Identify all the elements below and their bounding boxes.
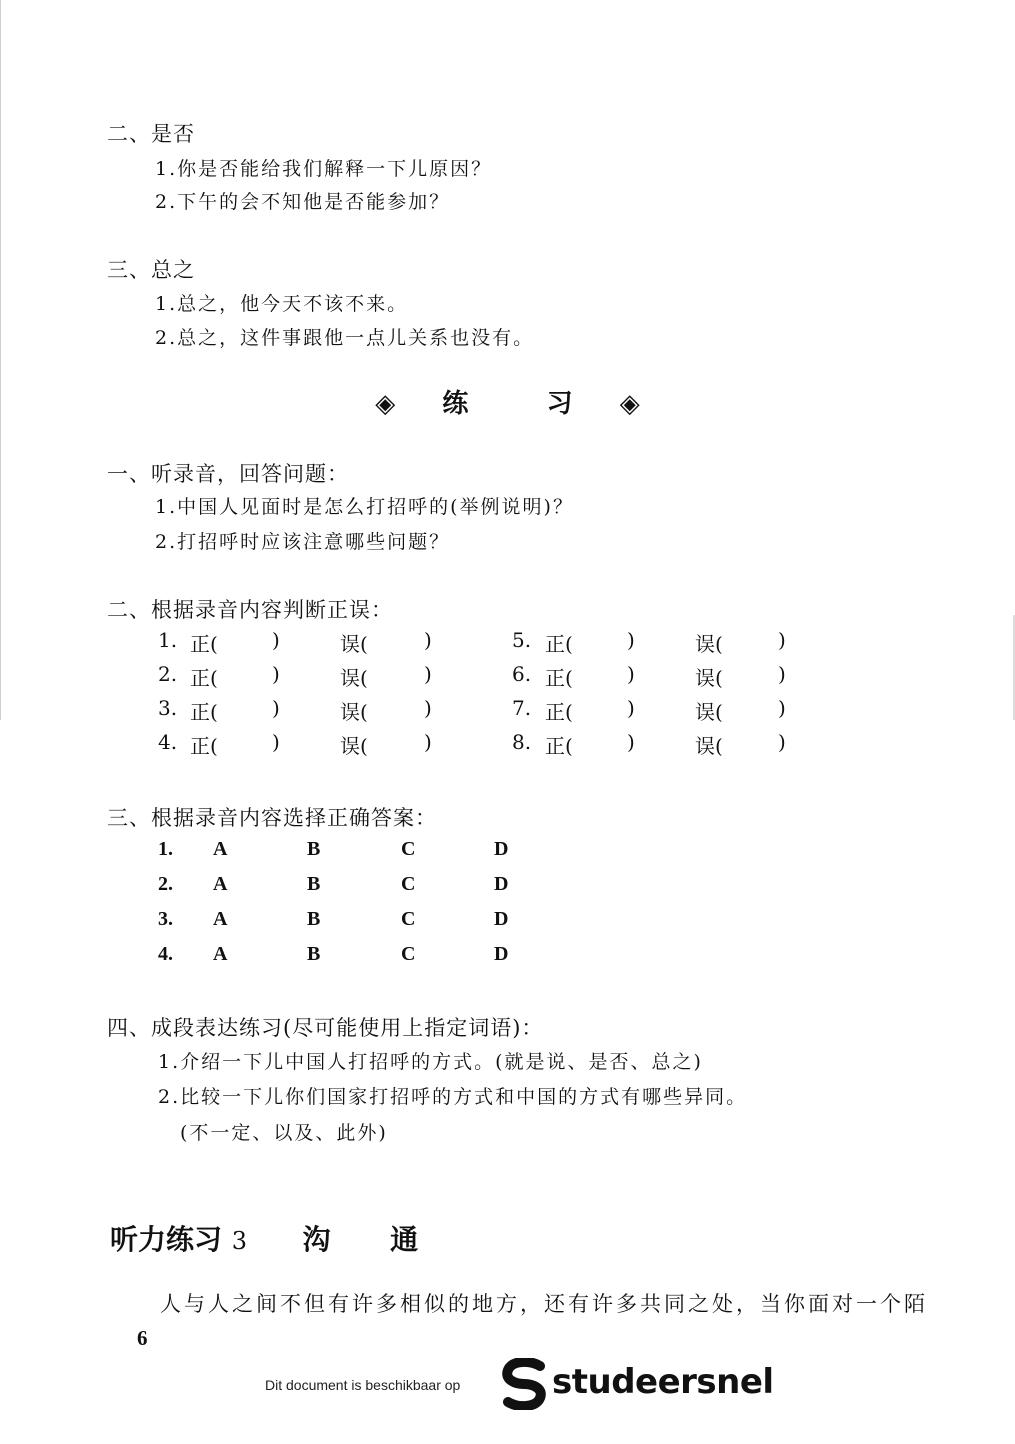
mc-option: B bbox=[307, 838, 321, 860]
mc-option: D bbox=[494, 943, 509, 965]
mc-number: 2. bbox=[158, 873, 173, 895]
tf-number: 4. bbox=[158, 730, 178, 754]
mc-number: 1. bbox=[158, 838, 173, 860]
tf-true-label: 正( bbox=[190, 700, 218, 724]
studeersnel-logo-icon[interactable] bbox=[500, 1358, 548, 1410]
q4-item-1: 1.介绍一下儿中国人打招呼的方式。(就是说、是否、总之) bbox=[158, 1051, 703, 1073]
page-number: 6 bbox=[137, 1326, 148, 1350]
tf-close: ) bbox=[424, 696, 432, 720]
tf-close: ) bbox=[778, 696, 786, 720]
tf-number: 2. bbox=[158, 662, 178, 686]
grammar-3-item-1: 1.总之，他今天不该不来。 bbox=[155, 293, 409, 315]
practice-title-char-1: 练 bbox=[442, 389, 469, 419]
tf-number: 6. bbox=[512, 662, 532, 686]
tf-true-label: 正( bbox=[190, 666, 218, 690]
tf-number: 1. bbox=[158, 628, 178, 652]
mc-option: A bbox=[213, 908, 228, 930]
mc-option: B bbox=[307, 873, 321, 895]
q3-heading: 三、根据录音内容选择正确答案： bbox=[107, 806, 437, 830]
mc-number: 4. bbox=[158, 943, 173, 965]
tf-number: 5. bbox=[512, 628, 532, 652]
body-paragraph: 人与人之间不但有许多相似的地方，还有许多共同之处，当你面对一个陌 bbox=[160, 1292, 928, 1316]
tf-close: ) bbox=[627, 696, 635, 720]
tf-close: ) bbox=[272, 730, 280, 754]
tf-true-label: 正( bbox=[545, 632, 573, 656]
tf-close: ) bbox=[272, 628, 280, 652]
diamond-right-icon: ◈ bbox=[619, 389, 640, 419]
grammar-2-item-2: 2.下午的会不知他是否能参加？ bbox=[155, 191, 451, 213]
q1-item-2: 2.打招呼时应该注意哪些问题？ bbox=[155, 531, 451, 553]
tf-number: 3. bbox=[158, 696, 178, 720]
diamond-left-icon: ◈ bbox=[375, 389, 396, 419]
mc-option: D bbox=[494, 908, 509, 930]
section-title bbox=[110, 1218, 418, 1258]
section-title-char-2: 通 bbox=[390, 1223, 419, 1256]
tf-false-label: 误( bbox=[340, 700, 368, 724]
q2-heading: 二、根据录音内容判断正误： bbox=[107, 598, 393, 622]
tf-number: 7. bbox=[512, 696, 532, 720]
tf-true-label: 正( bbox=[545, 734, 573, 758]
tf-close: ) bbox=[627, 662, 635, 686]
mc-option: B bbox=[307, 908, 321, 930]
tf-close: ) bbox=[627, 730, 635, 754]
tf-false-label: 误( bbox=[695, 700, 723, 724]
tf-close: ) bbox=[272, 662, 280, 686]
tf-false-label: 误( bbox=[695, 734, 723, 758]
tf-false-label: 误( bbox=[340, 734, 368, 758]
tf-close: ) bbox=[424, 662, 432, 686]
footer-text: Dit document is beschikbaar op bbox=[265, 1377, 461, 1393]
mc-option: C bbox=[401, 838, 416, 860]
tf-false-label: 误( bbox=[340, 666, 368, 690]
mc-number: 3. bbox=[158, 908, 173, 930]
grammar-2-item-1: 1.你是否能给我们解释一下儿原因？ bbox=[155, 158, 493, 180]
tf-false-label: 误( bbox=[695, 632, 723, 656]
grammar-heading-3: 三、总之 bbox=[107, 258, 195, 282]
mc-option: A bbox=[213, 943, 228, 965]
section-title-char-1: 沟 bbox=[302, 1223, 331, 1256]
q1-item-1: 1.中国人见面时是怎么打招呼的(举例说明)？ bbox=[155, 496, 574, 518]
tf-close: ) bbox=[424, 730, 432, 754]
tf-true-label: 正( bbox=[545, 666, 573, 690]
tf-close: ) bbox=[627, 628, 635, 652]
tf-close: ) bbox=[778, 730, 786, 754]
tf-close: ) bbox=[272, 696, 280, 720]
q4-heading: 四、成段表达练习(尽可能使用上指定词语)： bbox=[107, 1016, 544, 1040]
tf-true-label: 正( bbox=[190, 632, 218, 656]
grammar-heading-2: 二、是否 bbox=[107, 122, 195, 146]
practice-title bbox=[0, 383, 1015, 420]
page-edge-line bbox=[0, 0, 1, 720]
mc-option: B bbox=[307, 943, 321, 965]
q1-heading: 一、听录音，回答问题： bbox=[107, 462, 349, 486]
mc-option: C bbox=[401, 908, 416, 930]
mc-option: D bbox=[494, 838, 509, 860]
mc-option: D bbox=[494, 873, 509, 895]
tf-true-label: 正( bbox=[545, 700, 573, 724]
mc-option: A bbox=[213, 873, 228, 895]
tf-true-label: 正( bbox=[190, 734, 218, 758]
section-number: 3 bbox=[231, 1227, 248, 1255]
tf-close: ) bbox=[778, 662, 786, 686]
section-label: 听力练习 bbox=[110, 1223, 223, 1256]
mc-option: C bbox=[401, 873, 416, 895]
q4-item-2: 2.比较一下儿你们国家打招呼的方式和中国的方式有哪些异同。 bbox=[158, 1086, 748, 1108]
mc-option: A bbox=[213, 838, 228, 860]
tf-number: 8. bbox=[512, 730, 532, 754]
tf-false-label: 误( bbox=[340, 632, 368, 656]
tf-false-label: 误( bbox=[695, 666, 723, 690]
tf-close: ) bbox=[778, 628, 786, 652]
practice-title-char-2: 习 bbox=[546, 389, 573, 419]
studeersnel-brand[interactable]: studeersnel bbox=[552, 1362, 774, 1402]
tf-close: ) bbox=[424, 628, 432, 652]
q4-item-2-words: (不一定、以及、此外) bbox=[180, 1122, 388, 1144]
mc-option: C bbox=[401, 943, 416, 965]
grammar-3-item-2: 2.总之，这件事跟他一点儿关系也没有。 bbox=[155, 327, 535, 349]
